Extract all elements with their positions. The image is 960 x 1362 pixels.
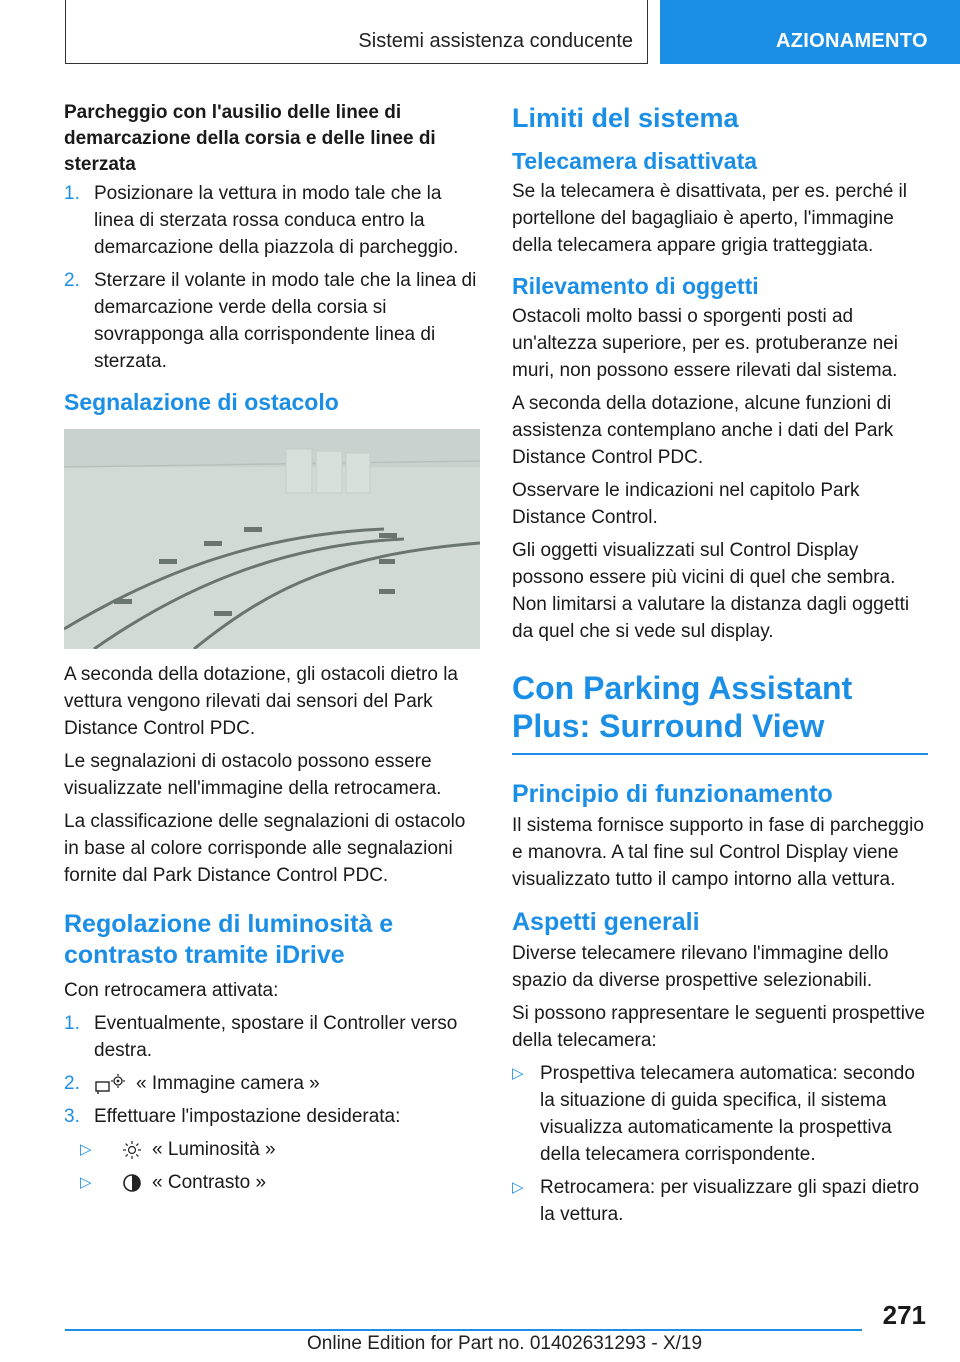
contrast-icon — [122, 1173, 142, 1193]
heading-segnalazione: Segnalazione di ostacolo — [64, 389, 339, 415]
brightness-icon — [122, 1140, 142, 1160]
bullet-text: Prospettiva telecamera automatica: secondo la situazione di guida specifica, il sistema visualizza automaticamente la prospettiva della telecamera corrispondente. — [540, 1062, 915, 1165]
list-number: 3. — [64, 1106, 80, 1127]
left-column — [64, 100, 480, 1202]
bullet-text: Retrocamera: per visualizzare gli spazi dietro la vettura. — [540, 1176, 920, 1225]
list-item — [64, 267, 480, 375]
paragraph: Ostacoli molto bassi o sporgenti posti ad un'altezza superiore, per es. protuberanze nei muri, non possono essere rilevati dal sistema. — [512, 306, 898, 381]
page-number: 271 — [882, 1300, 926, 1330]
paragraph: A seconda della dotazione, gli ostacoli dietro la vettura vengono rilevati dai sensori del Park Distance Control PDC. — [64, 664, 458, 739]
heading-limiti: Limiti del sistema — [512, 103, 739, 133]
header-chapter-tab — [660, 0, 960, 64]
list-text: Eventualmente, spostare il Controller verso destra. — [94, 1013, 458, 1061]
bullet-item — [512, 1060, 928, 1168]
paragraph: Se la telecamera è disattivata, per es. perché il portellone del bagagliaio è aperto, l'immagine della telecamera appare grigia tratteggiata. — [512, 181, 907, 256]
bullet-triangle-icon: ▷ — [80, 1141, 92, 1158]
paragraph: Con retrocamera attivata: — [64, 980, 279, 1001]
heading-telecamera: Telecamera disattivata — [512, 148, 758, 174]
header-section-title: Sistemi assistenza conducente — [358, 30, 633, 52]
paragraph: A seconda della dotazione, alcune funzioni di assistenza contemplano anche i dati del Park Distance Control PDC. — [512, 393, 894, 468]
bullet-triangle-icon: ▷ — [512, 1178, 524, 1196]
right-column — [512, 100, 928, 1234]
paragraph: La classificazione delle segnalazioni di ostacolo in base al colore corrisponde alle segnalazioni fornite dal Park Distance Control PDC. — [64, 811, 466, 886]
list-number: 1. — [64, 1013, 80, 1034]
list-item — [64, 1103, 480, 1130]
header-tab-label: AZIONAMENTO — [776, 30, 928, 52]
camera-settings-icon — [94, 1073, 126, 1095]
bullet-text: « Contrasto » — [152, 1172, 267, 1193]
list-text: Sterzare il volante in modo tale che la linea di demarcazione verde della corsia si sovrapponga alla corrispondente linea di sterzata. — [94, 270, 477, 372]
heading-regolazione: Regolazione di luminosità e contrasto tramite iDrive — [64, 910, 394, 969]
footer-edition-text: Online Edition for Part no. 01402631293 - X/19 — [307, 1333, 703, 1354]
header-section-box — [65, 0, 648, 64]
list-number: 1. — [64, 183, 80, 204]
paragraph: Si possono rappresentare le seguenti prospettive della telecamera: — [512, 1002, 925, 1051]
heading-parcheggio: Parcheggio con l'ausilio delle linee di demarcazione della corsia e delle linee di sterzata — [64, 102, 436, 175]
heading-con-parking: Con Parking Assistant Plus: Surround View — [512, 670, 853, 744]
bullet-triangle-icon: ▷ — [80, 1174, 92, 1191]
bullet-text: « Luminosità » — [152, 1139, 276, 1160]
list-text: « Immagine camera » — [136, 1073, 320, 1094]
heading-rule — [512, 753, 928, 755]
footer-rule — [65, 1329, 862, 1331]
paragraph: Il sistema fornisce supporto in fase di parcheggio e manovra. A tal fine sul Control Display viene visualizzato tutto il campo intorno alla vettura. — [512, 814, 924, 890]
heading-aspetti: Aspetti generali — [512, 907, 700, 936]
paragraph: Osservare le indicazioni nel capitolo Park Distance Control. — [512, 480, 860, 528]
list-item — [64, 1070, 480, 1097]
list-number: 2. — [64, 1073, 80, 1094]
bullet-item — [64, 1169, 480, 1196]
paragraph: Diverse telecamere rilevano l'immagine dello spazio da diverse prospettive selezionabili. — [512, 942, 889, 991]
list-item — [64, 180, 480, 261]
rear-camera-illustration — [64, 429, 480, 649]
heading-principio: Principio di funzionamento — [512, 779, 833, 808]
bullet-item — [64, 1136, 480, 1163]
bullet-item — [512, 1174, 928, 1228]
list-text: Effettuare l'impostazione desiderata: — [94, 1106, 401, 1127]
paragraph: Le segnalazioni di ostacolo possono essere visualizzate nell'immagine della retrocamera. — [64, 751, 442, 799]
list-item — [64, 1010, 480, 1064]
list-number: 2. — [64, 270, 80, 291]
heading-rilevamento: Rilevamento di oggetti — [512, 273, 759, 299]
paragraph: Gli oggetti visualizzati sul Control Display possono essere più vicini di quel che sembra. Non limitarsi a valutare la distanza dagli oggetti da quel che si vede sul display. — [512, 540, 910, 642]
bullet-triangle-icon: ▷ — [512, 1064, 524, 1082]
list-text: Posizionare la vettura in modo tale che la linea di sterzata rossa conduca entro la demarcazione della piazzola di parcheggio. — [94, 183, 459, 258]
